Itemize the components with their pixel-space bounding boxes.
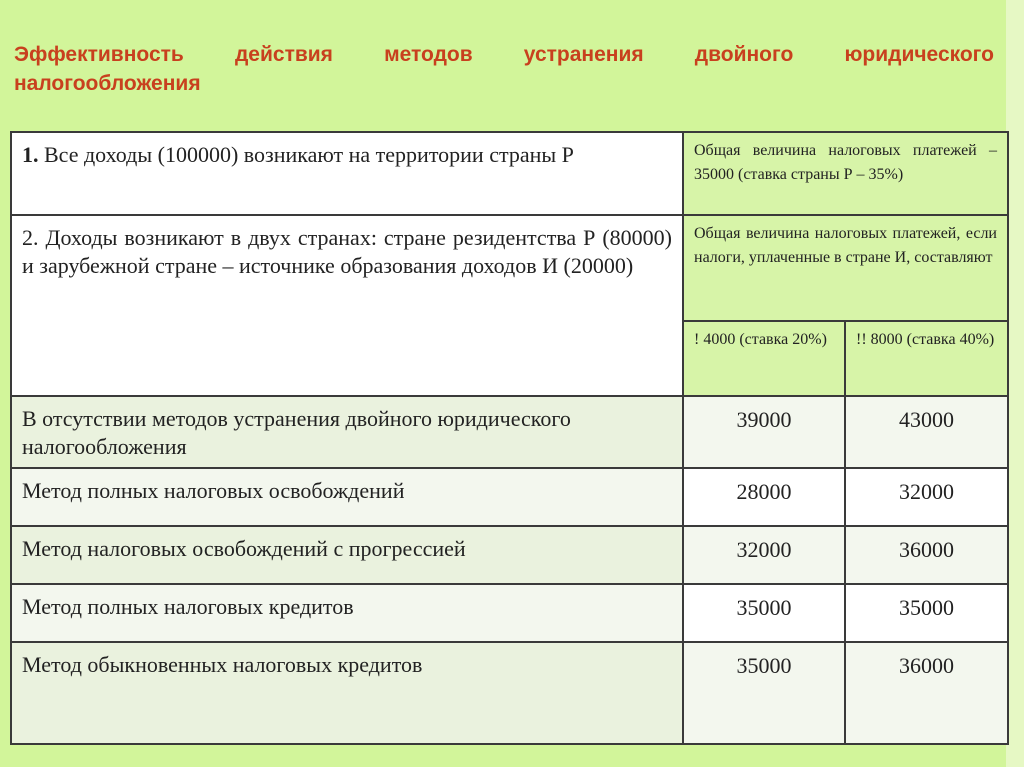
table-row-case-2	[11, 215, 1008, 321]
option-a-cell: ! 4000 (ставка 20%)	[683, 321, 845, 396]
table-row	[11, 468, 1008, 526]
value-b-cell: 35000	[845, 584, 1008, 642]
table-row	[11, 642, 1008, 744]
case-2-total-cell: Общая величина налоговых платежей, если налоги, уплаченные в стране И, составляют	[683, 215, 1008, 321]
title-line-1	[14, 40, 994, 69]
method-cell: Метод полных налоговых освобождений	[11, 468, 683, 526]
value-a-cell: 32000	[683, 526, 845, 584]
value-a-cell: 28000	[683, 468, 845, 526]
case-2-cell: 2. Доходы возникают в двух странах: стране резидентства Р (80000) и зарубежной стране – источнике образования доходов И (20000)	[11, 215, 683, 396]
title-word: действия	[234, 43, 333, 66]
table-row	[11, 396, 1008, 468]
value-b-cell: 36000	[845, 642, 1008, 744]
method-cell: Метод обыкновенных налоговых кредитов	[11, 642, 683, 744]
slide-title	[14, 40, 994, 98]
title-word: методов	[384, 43, 473, 66]
value-b-cell: 32000	[845, 468, 1008, 526]
tax-methods-table	[10, 131, 1009, 745]
value-a-cell: 35000	[683, 584, 845, 642]
table-row-case-1	[11, 132, 1008, 215]
method-cell: Метод налоговых освобождений с прогрессией	[11, 526, 683, 584]
value-b-cell: 43000	[845, 396, 1008, 468]
title-word: двойного	[694, 43, 794, 66]
method-cell: Метод полных налоговых кредитов	[11, 584, 683, 642]
title-word: Эффективность	[14, 43, 184, 66]
title-line-2: налогообложения	[14, 72, 201, 95]
table-row	[11, 526, 1008, 584]
case-1-number: 1.	[22, 142, 39, 167]
value-a-cell: 39000	[683, 396, 845, 468]
option-b-cell: !! 8000 (ставка 40%)	[845, 321, 1008, 396]
case-1-text: Все доходы (100000) возникают на территории страны Р	[38, 142, 574, 167]
value-b-cell: 36000	[845, 526, 1008, 584]
case-1-total-cell: Общая величина налоговых платежей – 35000 (ставка страны Р – 35%)	[683, 132, 1008, 215]
table-row	[11, 584, 1008, 642]
method-cell: В отсутствии методов устранения двойного юридического налогообложения	[11, 396, 683, 468]
value-a-cell: 35000	[683, 642, 845, 744]
title-word: устранения	[523, 43, 644, 66]
case-1-cell	[11, 132, 683, 215]
title-word: юридического	[844, 43, 994, 66]
